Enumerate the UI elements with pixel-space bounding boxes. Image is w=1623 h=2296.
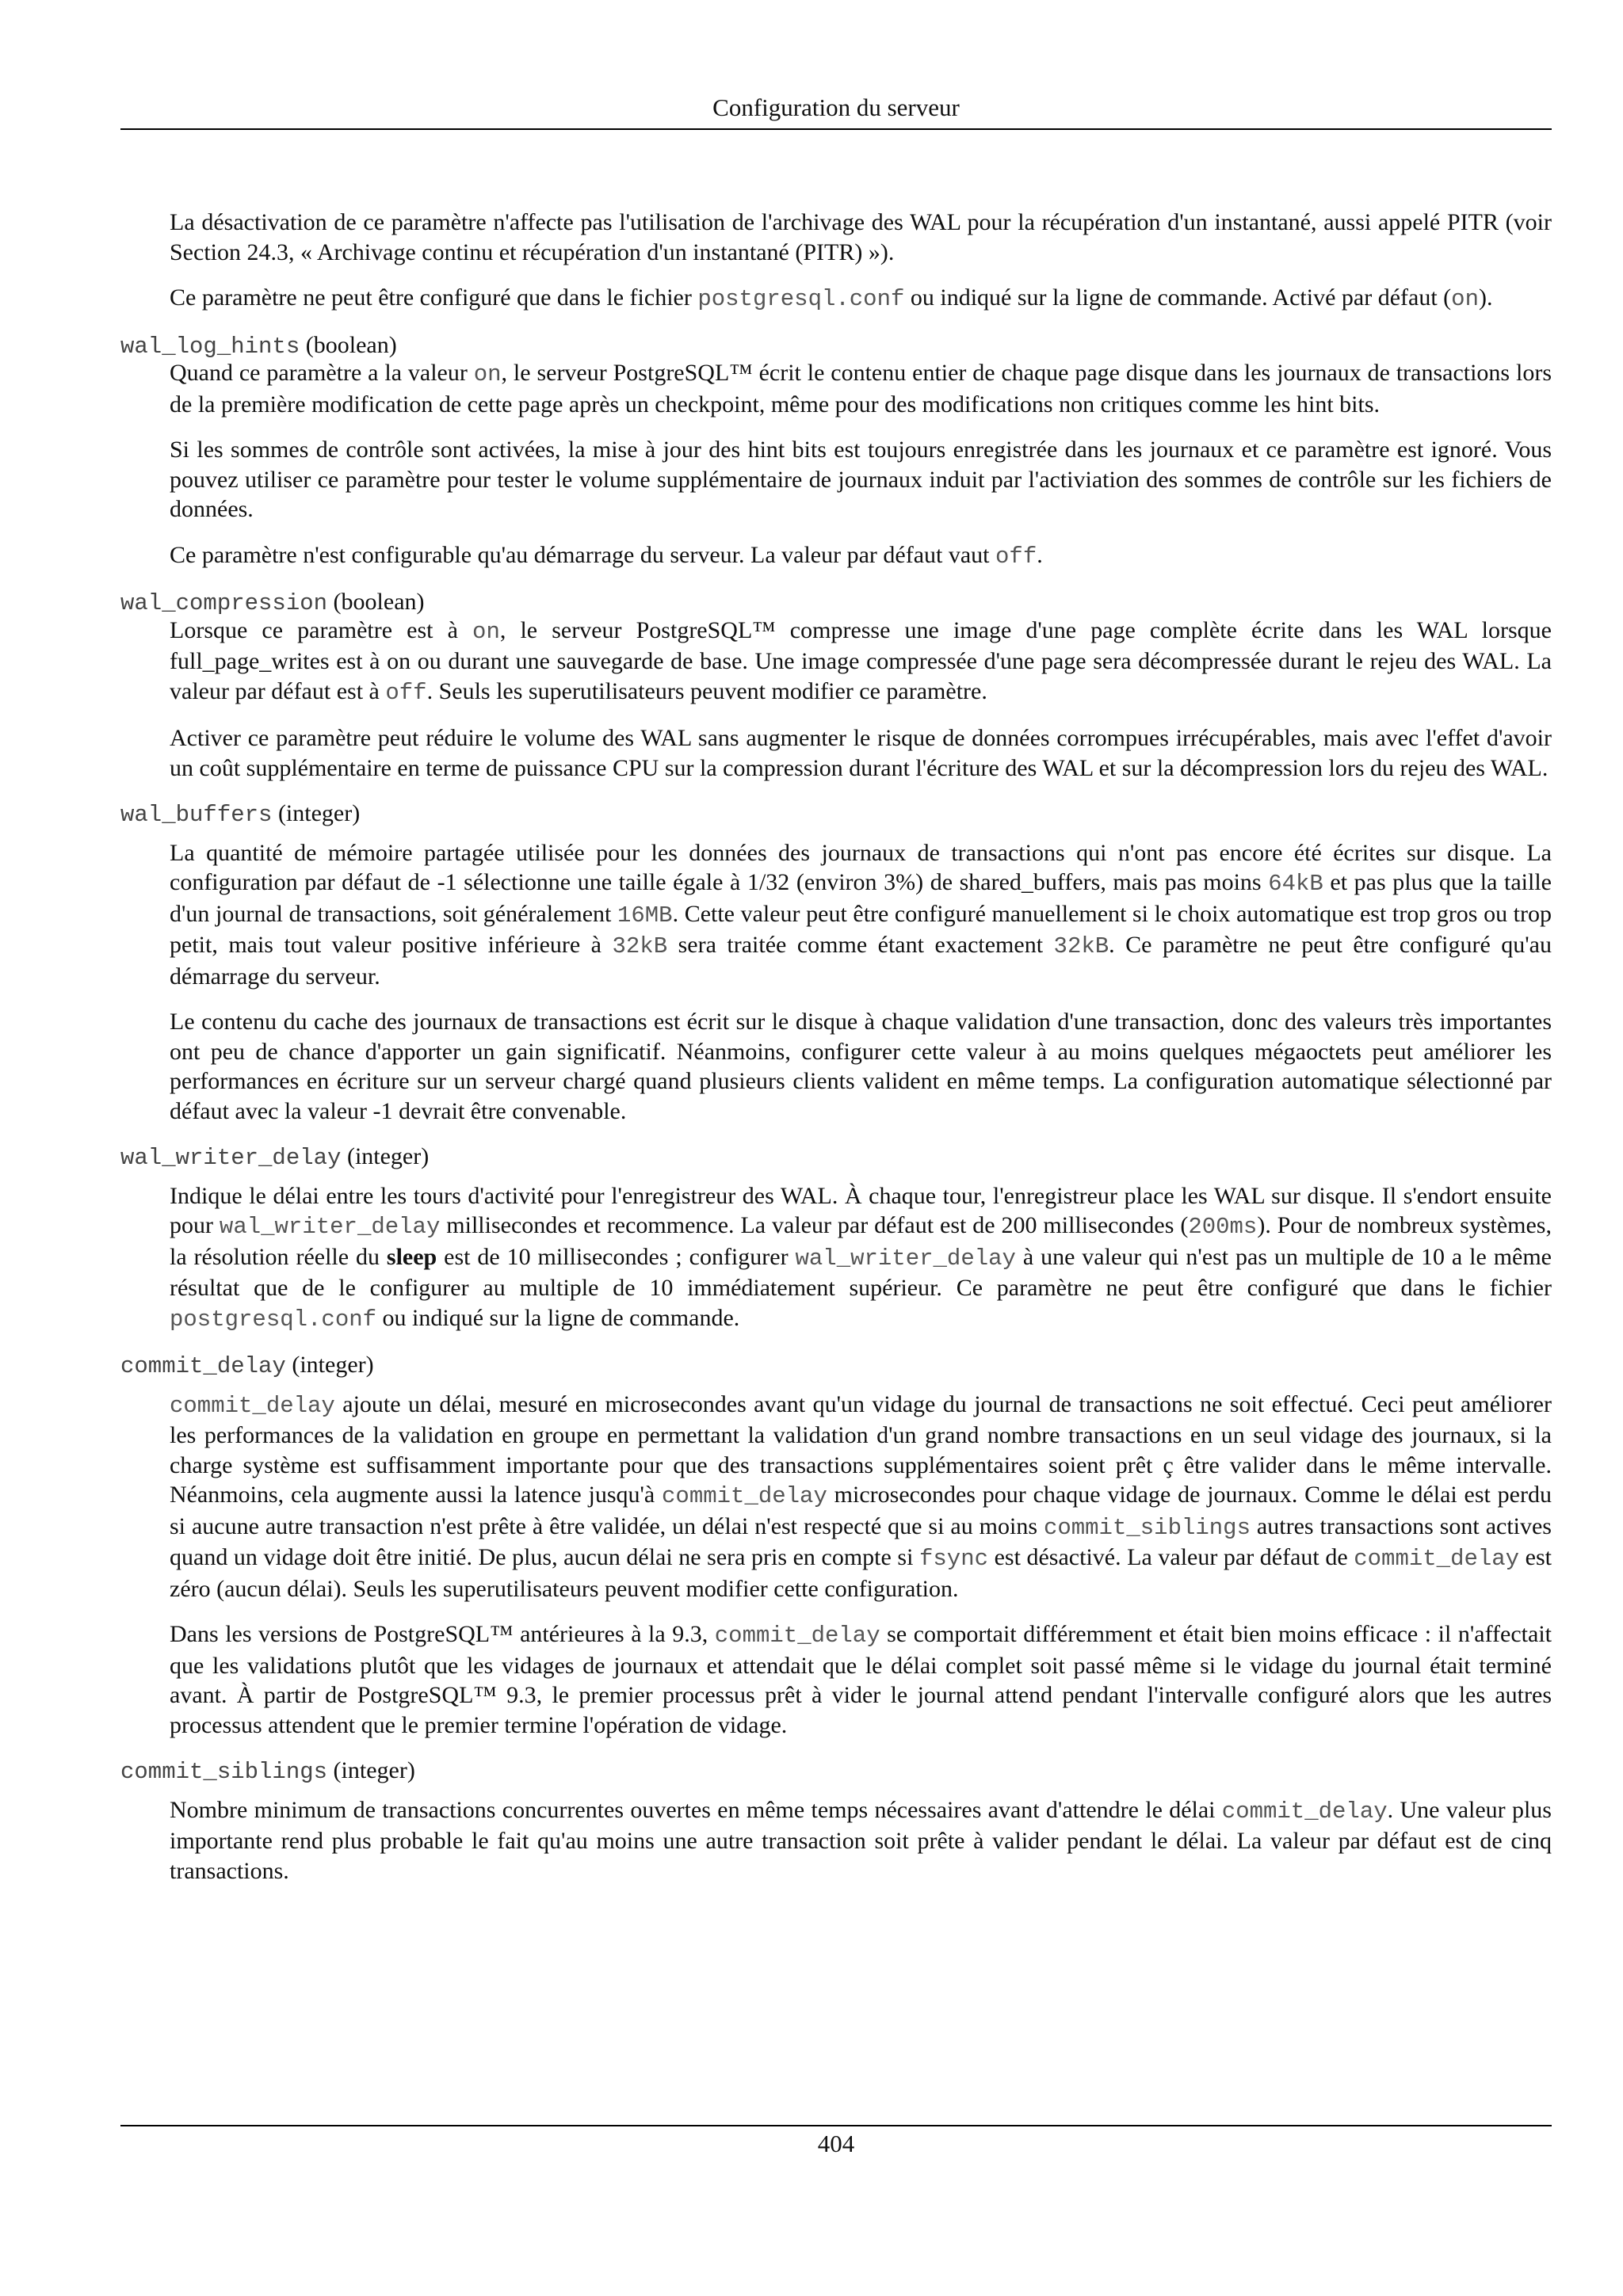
paragraph: Dans les versions de PostgreSQL™ antérieures à la 9.3, commit_delay se comportait différemment et était bien moins efficace : il n'affectait que les validations plutôt que les vidages de journaux et attendait que le délai complet soit passé même si le vidage du journal était terminé avant. À partir de PostgreSQL™ 9.3, le premier processus prêt à vider le journal attend pendant l'intervalle configuré alors que les autres processus attendent que le premier termine l'opération de vidage.: [170, 1621, 1552, 1738]
paragraph: La quantité de mémoire partagée utilisée pour les données des journaux de transactions qui n'ont pas encore été écrites sur disque. La configuration par défaut de -1 sélectionne une taille égale à 1/32 (environ 3%) de shared_buffers, mais pas moins 64kB et pas plus que la taille d'un journal de transactions, soit généralement 16MB. Cette valeur peut être configuré manuellement si le choix automatique est trop gros ou trop petit, mais tout valeur positive inférieure à 32kB sera traitée comme étant exactement 32kB. Ce paramètre ne peut être configuré qu'au démarrage du serveur.: [170, 839, 1552, 990]
document-page: [120, 0, 1552, 2296]
inline-code: on: [1451, 286, 1479, 312]
footer-rule: [120, 2125, 1552, 2126]
inline-code: 200ms: [1188, 1214, 1258, 1240]
header-rule: [120, 128, 1552, 130]
inline-code: off: [995, 543, 1037, 570]
inline-code: commit_delay: [714, 1623, 880, 1649]
paragraph: Ce paramètre ne peut être configuré que dans le fichier postgresql.conf ou indiqué sur la ligne de commande. Activé par défaut (on).: [170, 284, 1493, 312]
inline-code: 32kB: [1053, 933, 1109, 959]
paragraph: commit_delay ajoute un délai, mesuré en microsecondes avant qu'un vidage du journal de transactions ne soit effectué. Ceci peut améliorer les performances de la validation en groupe en permettant la validation d'un grand nombre transactions en un seul vidage des journaux, si la charge système est suffisamment importante pour que des transactions supplémentaires soient prêt ç être valider dans le même intervalle. Néanmoins, cela augmente aussi la latence jusqu'à commit_delay microsecondes pour chaque vidage de journaux. Comme le délai est perdu si aucune autre transaction n'est prête à être validée, un délai n'est respecté que si au moins commit_siblings autres transactions sont actives quand un vidage doit être initié. De plus, aucun délai ne sera pris en compte si fsync est désactivé. La valeur par défaut de commit_delay est zéro (aucun délai). Seuls les superutilisateurs peuvent modifier cette configuration.: [170, 1390, 1552, 1602]
inline-code: commit_delay: [170, 1392, 335, 1419]
inline-code: commit_siblings: [1043, 1514, 1251, 1541]
paragraph: Lorsque ce paramètre est à on, le serveur PostgreSQL™ compresse une image d'une page complète écrite dans les WAL lorsque full_page_writes est à on ou durant une sauvegarde de base. Une image compressée d'une page sera décompressée durant le rejeu des WAL. La valeur par défaut est à off. Seuls les superutilisateurs peuvent modifier ce paramètre.: [170, 616, 1552, 706]
inline-code: commit_delay: [1354, 1546, 1520, 1572]
paragraph: Indique le délai entre les tours d'activité pour l'enregistreur des WAL. À chaque tour, l'enregistreur place les WAL sur disque. Il s'endort ensuite pour wal_writer_delay millisecondes et recommence. La valeur par défaut est de 200 millisecondes (200ms). Pour de nombreux systèmes, la résolution réelle du sleep est de 10 millisecondes ; configurer wal_writer_delay à une valeur qui n'est pas un multiple de 10 a le même résultat que de le configurer au multiple de 10 immédiatement supérieur. Ce paramètre ne peut être configuré que dans le fichier postgresql.conf ou indiqué sur la ligne de commande.: [170, 1182, 1552, 1333]
inline-code: postgresql.conf: [170, 1306, 377, 1333]
inline-code: fsync: [918, 1546, 988, 1572]
term-wal-log-hints: wal_log_hints (boolean): [120, 331, 397, 360]
paragraph: Ce paramètre n'est configurable qu'au démarrage du serveur. La valeur par défaut vaut off.: [170, 541, 1043, 570]
inline-code: on: [472, 618, 500, 645]
inline-code: commit_delay: [662, 1483, 827, 1509]
paragraph: La désactivation de ce paramètre n'affecte pas l'utilisation de l'archivage des WAL pour la récupération d'un instantané, aussi appelé PITR (voir Section 24.3, « Archivage continu et récupération d'un instantané (PITR) »).: [170, 209, 1552, 265]
running-header: Configuration du serveur: [712, 93, 960, 121]
paragraph: Nombre minimum de transactions concurrentes ouvertes en même temps nécessaires avant d'attendre le délai commit_delay. Une valeur plus importante rend plus probable le fait qu'au moins une autre transaction soit prête à valider pendant le délai. La valeur par défaut est de cinq transactions.: [170, 1796, 1552, 1884]
inline-code: wal_writer_delay: [219, 1214, 441, 1240]
inline-code: wal_writer_delay: [795, 1245, 1016, 1272]
paragraph: Quand ce paramètre a la valeur on, le serveur PostgreSQL™ écrit le contenu entier de chaque page disque dans les journaux de transactions lors de la première modification de cette page après un checkpoint, même pour des modifications non critiques comme les hint bits.: [170, 360, 1552, 418]
parameter-name: wal_buffers: [120, 802, 273, 828]
page-number: 404: [817, 2130, 855, 2157]
term-commit-delay: commit_delay (integer): [120, 1352, 374, 1379]
paragraph: Si les sommes de contrôle sont activées, la mise à jour des hint bits est toujours enregistrée dans les journaux et ce paramètre est ignoré. Vous pouvez utiliser ce paramètre pour tester le volume supplémentaire de journaux induit par l'activiation des sommes de contrôle sur les fichiers de données.: [170, 437, 1552, 522]
inline-code: postgresql.conf: [697, 286, 905, 312]
inline-code: on: [473, 361, 502, 387]
bold-term: sleep: [386, 1243, 437, 1270]
parameter-name: wal_writer_delay: [120, 1145, 342, 1171]
inline-code: commit_delay: [1221, 1798, 1388, 1825]
parameter-name: wal_compression: [120, 590, 328, 616]
inline-code: off: [385, 679, 427, 706]
parameter-name: commit_delay: [120, 1353, 286, 1379]
paragraph: Activer ce paramètre peut réduire le volume des WAL sans augmenter le risque de données corrompues irrécupérables, mais avec l'effet d'avoir un coût supplémentaire en terme de puissance CPU sur la compression durant l'écriture des WAL et sur la décompression lors du rejeu des WAL.: [170, 725, 1552, 781]
parameter-name: wal_log_hints: [120, 333, 300, 360]
inline-code: 16MB: [617, 902, 673, 929]
term-wal-writer-delay: wal_writer_delay (integer): [120, 1143, 430, 1171]
paragraph: Le contenu du cache des journaux de transactions est écrit sur le disque à chaque validation d'une transaction, donc des valeurs très importantes ont peu de chance d'apporter un gain significatif. Néanmoins, configurer cette valeur à au moins quelques mégaoctets peut améliorer les performances en écriture sur un serveur chargé quand plusieurs clients valident en même temps. La configuration automatique sélectionné par défaut avec la valeur -1 devrait être convenable.: [170, 1009, 1552, 1124]
term-commit-siblings: commit_siblings (integer): [120, 1757, 415, 1785]
term-wal-compression: wal_compression (boolean): [120, 589, 425, 616]
document-body: [120, 208, 1552, 1901]
parameter-name: commit_siblings: [120, 1759, 328, 1785]
term-wal-buffers: wal_buffers (integer): [120, 800, 361, 828]
inline-code: 32kB: [612, 933, 668, 959]
inline-code: 64kB: [1268, 871, 1323, 897]
